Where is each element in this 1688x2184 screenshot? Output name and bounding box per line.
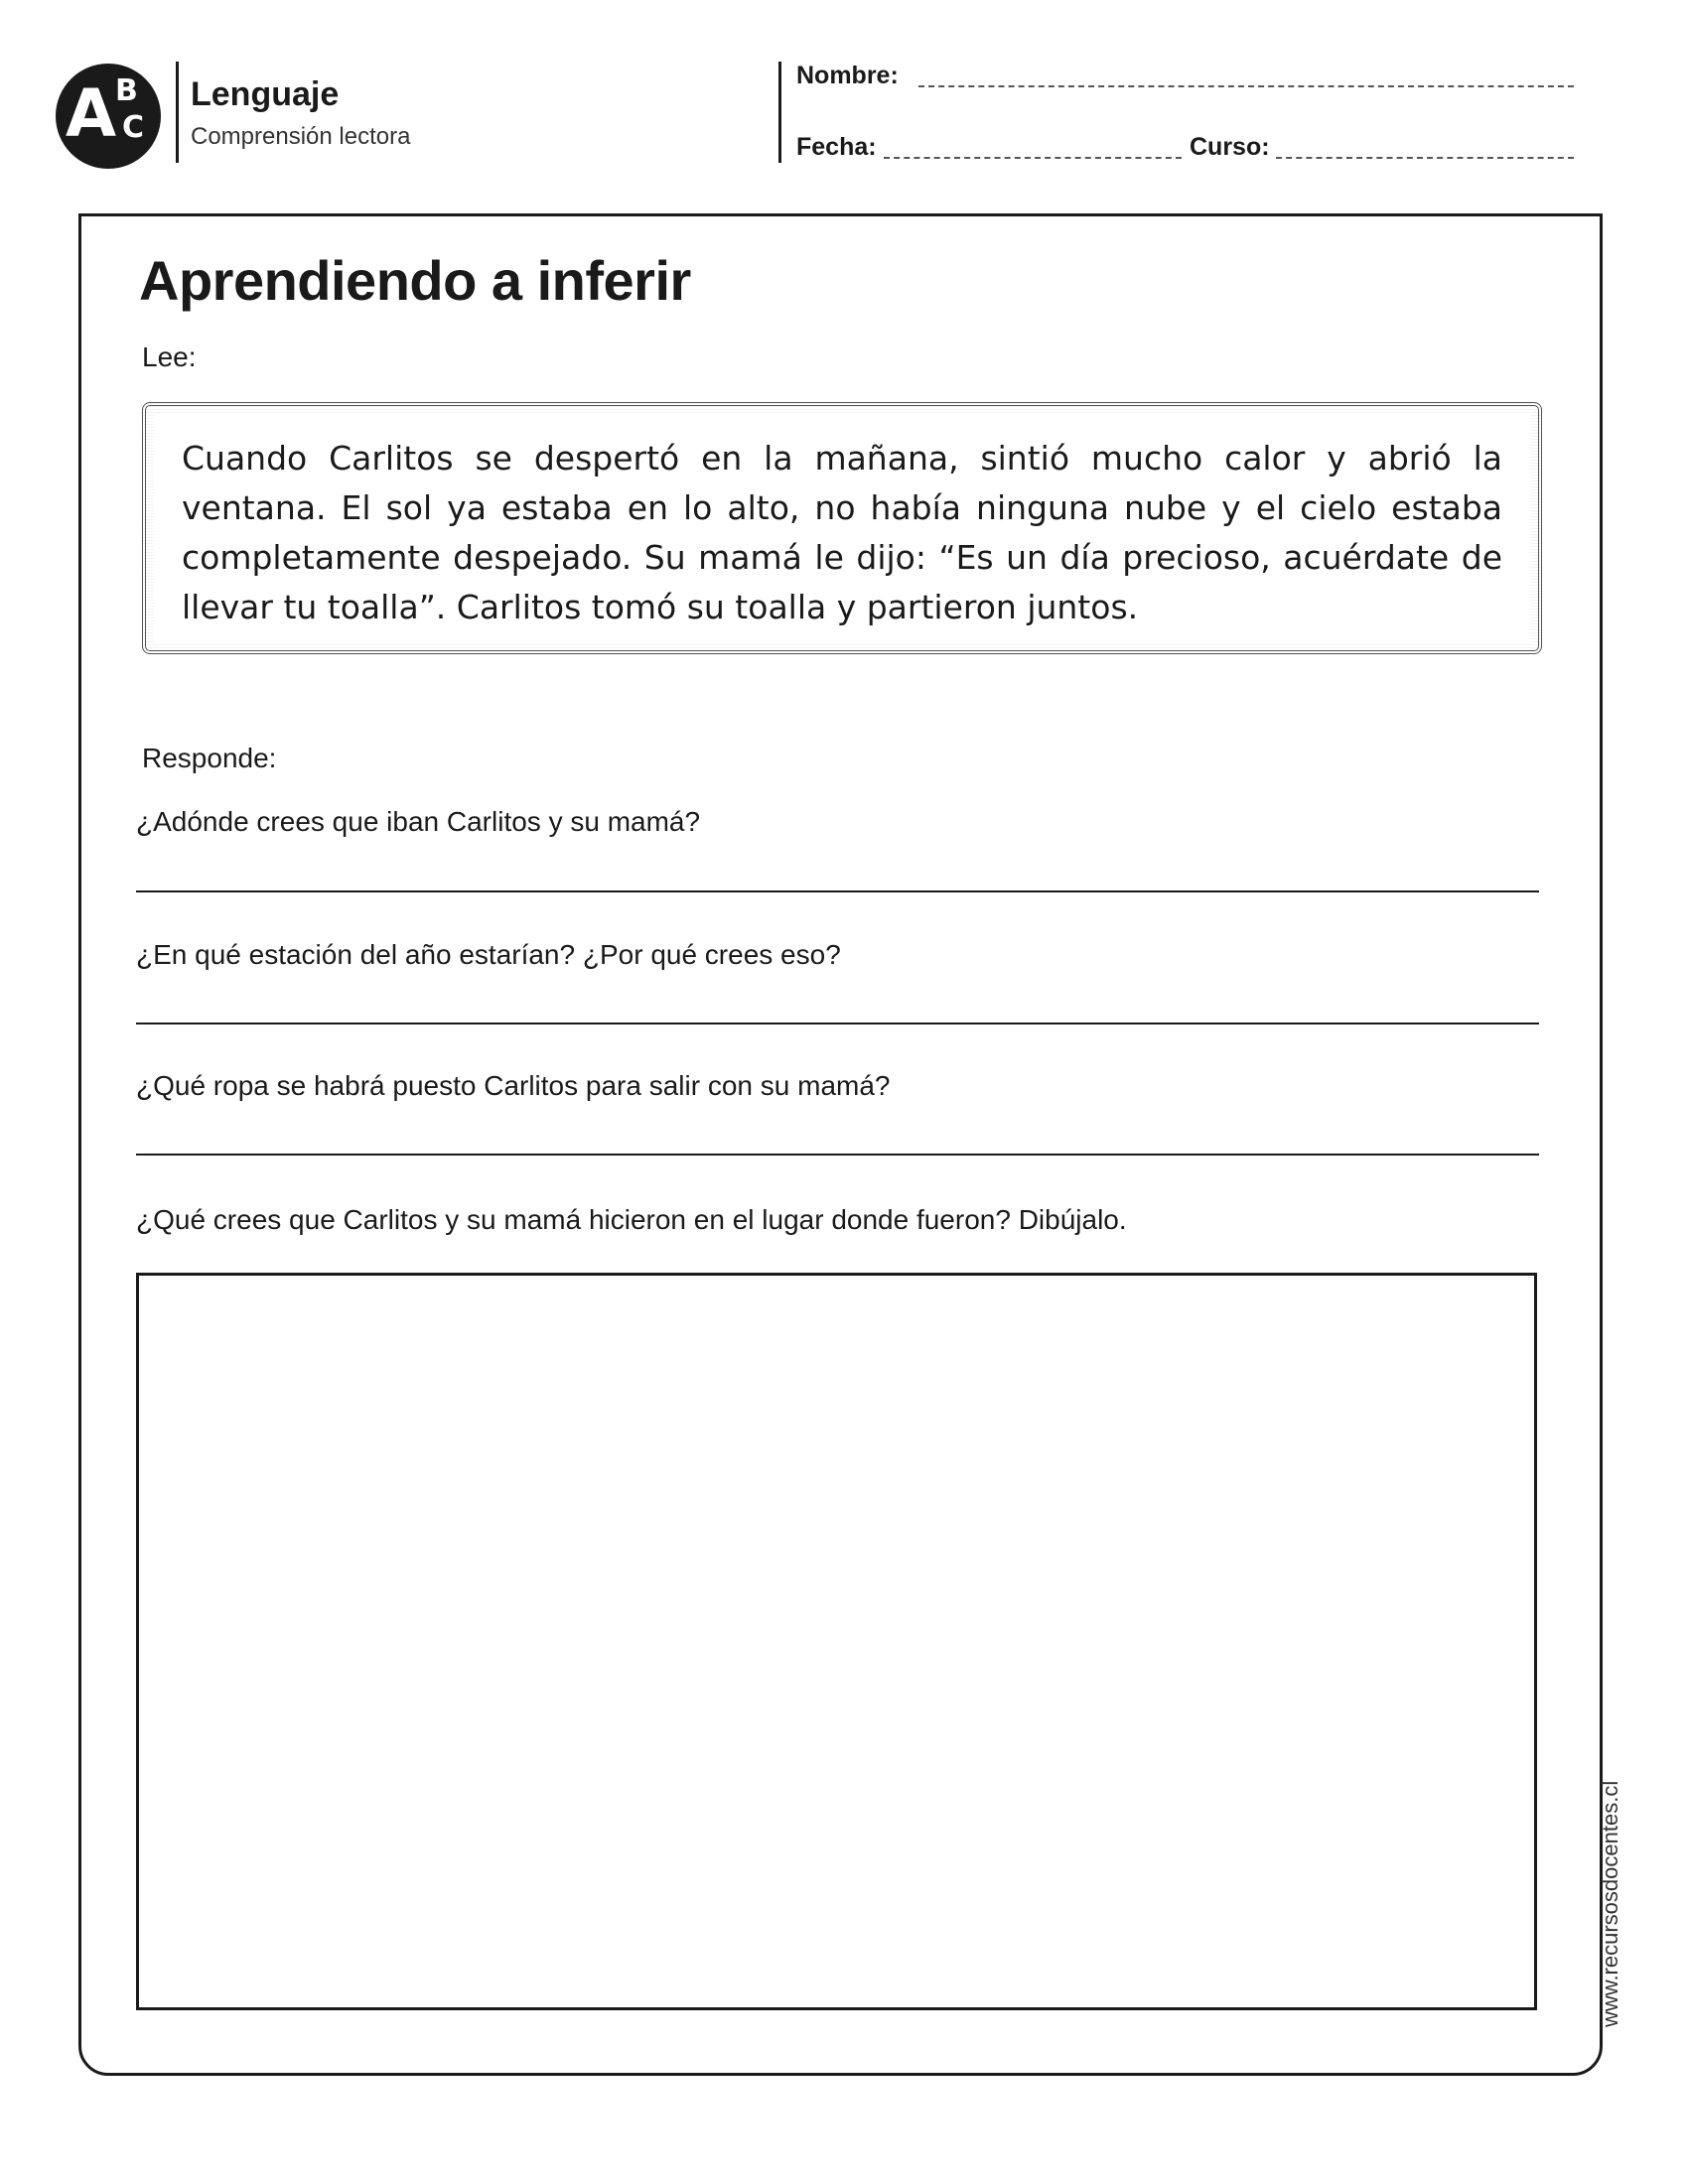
- date-label: Fecha:: [796, 133, 877, 161]
- reading-text: Cuando Carlitos se despertó en la mañana, sintió mucho calor y abrió la ventana. El sol ya estaba en lo alto, no había ninguna nube y el cielo estaba completamente despejado. Su mamá le dijo: “Es un día precioso, acuérdate de llevar tu toalla”. Carlitos tomó su toalla y partieron juntos.: [154, 414, 1530, 642]
- question-2: ¿En qué estación del año estarían? ¿Por qué crees eso?: [136, 939, 841, 970]
- header-divider-left: [176, 62, 179, 163]
- header-divider-right: [778, 62, 781, 163]
- answer-line-2[interactable]: [136, 1023, 1539, 1024]
- logo-letter-b: B: [115, 73, 138, 108]
- question-3: ¿Qué ropa se habrá puesto Carlitos para salir con su mamá?: [136, 1070, 891, 1101]
- reading-box: [142, 402, 1542, 654]
- abc-logo: [56, 64, 161, 169]
- subject-subtitle: Comprensión lectora: [191, 123, 411, 150]
- respond-label: Responde:: [142, 743, 277, 773]
- answer-line-1[interactable]: [136, 890, 1539, 892]
- question-4: ¿Qué crees que Carlitos y su mamá hicieron en el lugar donde fueron? Dibújalo.: [136, 1204, 1127, 1235]
- course-field[interactable]: [1276, 157, 1574, 159]
- subject-title: Lenguaje: [191, 75, 340, 113]
- logo-letter-c: C: [122, 110, 145, 145]
- logo-letter-a: A: [66, 75, 117, 152]
- worksheet-title: Aprendiendo a inferir: [139, 249, 691, 312]
- drawing-box[interactable]: [136, 1273, 1537, 2010]
- name-field[interactable]: [918, 85, 1574, 87]
- date-field[interactable]: [884, 157, 1182, 159]
- name-label: Nombre:: [796, 62, 899, 89]
- answer-line-3[interactable]: [136, 1154, 1539, 1156]
- course-label: Curso:: [1190, 133, 1270, 161]
- read-label: Lee:: [142, 341, 197, 372]
- website-url: www.recursosdocentes.cl: [1598, 1780, 1622, 2027]
- question-1: ¿Adónde crees que iban Carlitos y su mamá?: [136, 806, 701, 837]
